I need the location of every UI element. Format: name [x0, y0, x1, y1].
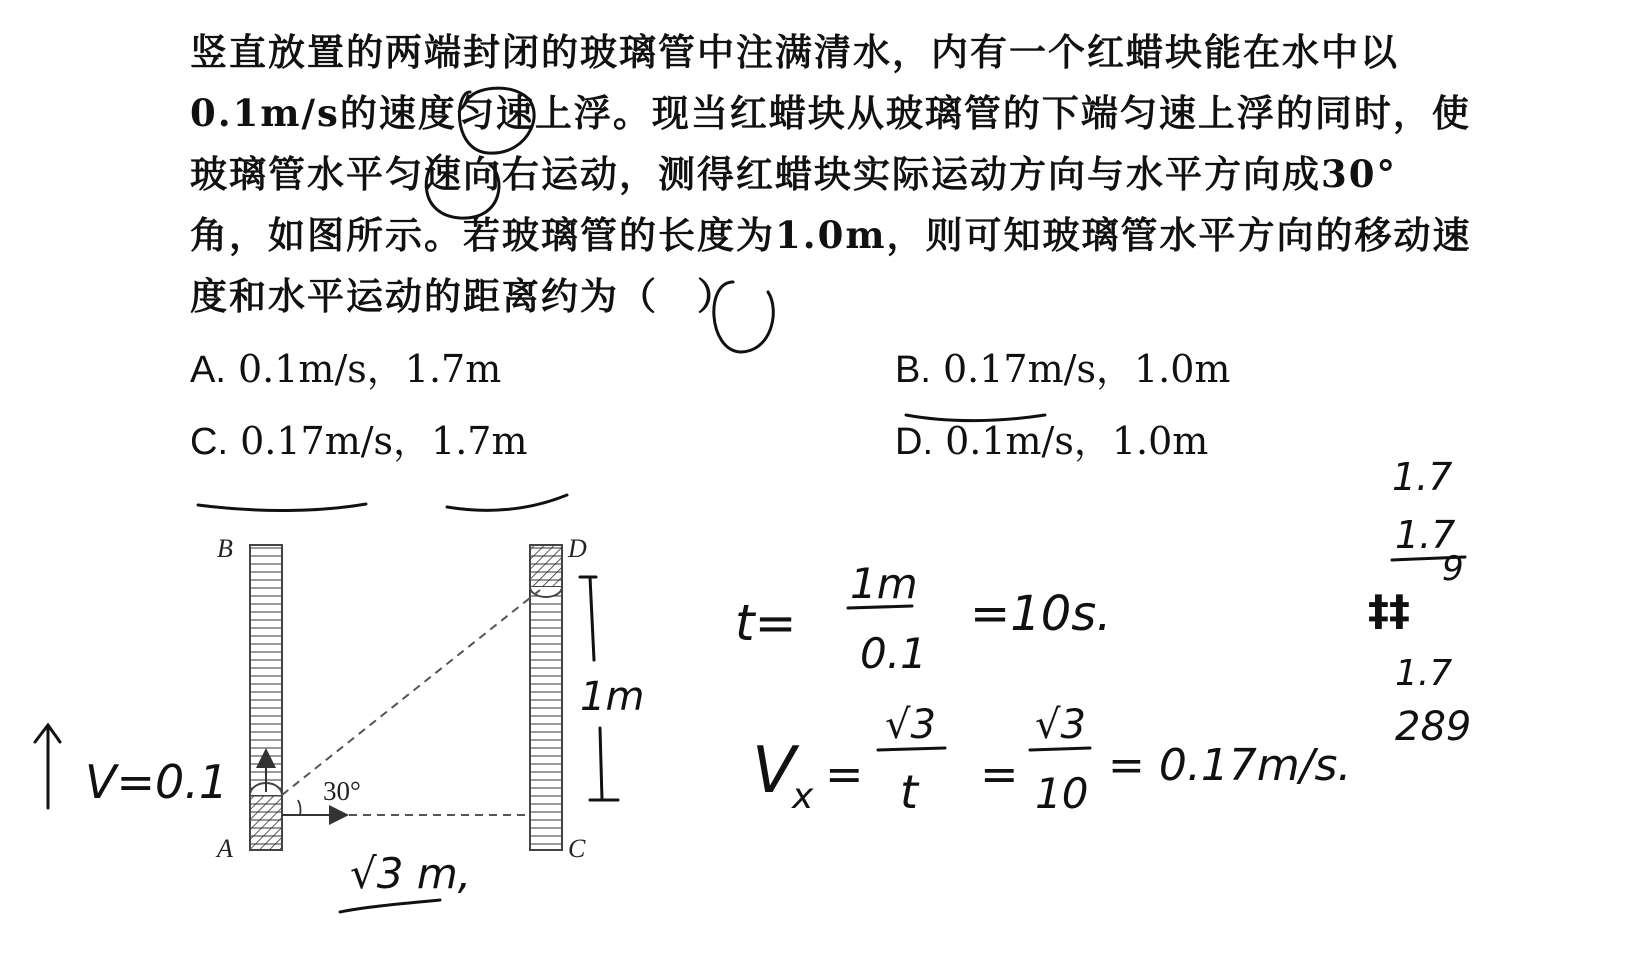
- question-line-3: 玻璃管水平匀速向右运动，测得红蜡块实际运动方向与水平方向成30°: [190, 152, 1397, 196]
- option-a-letter: A.: [190, 349, 226, 391]
- question-line-4: 角，如图所示。若玻璃管的长度为1.0m，则可知玻璃管水平方向的移动速: [190, 213, 1472, 257]
- option-c-text: 0.17m/s，1.7m: [240, 419, 528, 463]
- eq-v-num1: √3: [885, 702, 936, 748]
- fraction-bar-v1: [878, 748, 945, 750]
- eq-time-rhs: =10s.: [970, 586, 1112, 642]
- tube-right: [530, 545, 562, 850]
- underline-option-b: [906, 415, 1045, 421]
- option-d-text: 0.1m/s，1.0m: [945, 419, 1209, 463]
- diagonal-path-line: [282, 590, 540, 795]
- eq-v-den1: t: [900, 765, 919, 819]
- scratch-4: 1.7: [1395, 653, 1453, 694]
- underline-distance-note: [340, 900, 440, 912]
- eq-v-den2: 10: [1035, 769, 1089, 818]
- question-line-1: 竖直放置的两端封闭的玻璃管中注满清水，内有一个红蜡块能在水中以: [190, 30, 1399, 74]
- circle-mark-2: [426, 155, 499, 218]
- angle-arc: [298, 800, 301, 815]
- eq-v-lhs: V: [752, 734, 796, 808]
- eq-time-num: 1m: [850, 559, 918, 608]
- underline-option-c-speed: [198, 504, 366, 511]
- eq-v-eq2: =: [980, 747, 1019, 801]
- circle-mark-1: [459, 88, 534, 153]
- option-d-letter: D.: [895, 421, 933, 463]
- label-c: C: [568, 834, 586, 863]
- label-d: D: [568, 534, 587, 563]
- eq-time-lhs: t=: [735, 594, 797, 652]
- scratch-2: 1.7: [1395, 513, 1456, 557]
- eq-v-num2: √3: [1035, 702, 1086, 748]
- question-line-2: 0.1m/s的速度匀速上浮。现当红蜡块从玻璃管的下端匀速上浮的同时，使: [190, 91, 1471, 135]
- length-note: 1m: [580, 674, 645, 720]
- tube-left: [250, 545, 282, 850]
- option-a-text: 0.1m/s，1.7m: [238, 347, 502, 391]
- question-line-5: 度和水平运动的距离约为（ ）: [190, 274, 736, 318]
- scratch-1: 1.7: [1392, 455, 1453, 499]
- velocity-note: V=0.1: [85, 755, 229, 809]
- velocity-up-arrow: [35, 725, 60, 808]
- option-b-letter: B.: [895, 349, 931, 391]
- eq-v-sub: x: [792, 776, 814, 817]
- eq-v-eq: =: [825, 747, 864, 801]
- underline-option-c-distance: [447, 495, 567, 510]
- option-c-letter: C.: [190, 421, 228, 463]
- fraction-bar-v2: [1030, 748, 1090, 750]
- scratch-5: 289: [1395, 704, 1472, 750]
- angle-label: 30°: [323, 776, 361, 806]
- distance-note: √3 m,: [350, 849, 472, 898]
- label-b: B: [217, 534, 233, 563]
- eq-time-den: 0.1: [860, 629, 927, 678]
- scratch-3: 9: [1442, 549, 1464, 589]
- scratch-crossed-out: ‡‡: [1368, 586, 1410, 635]
- eq-v-rhs: = 0.17m/s.: [1108, 740, 1352, 791]
- option-b-text: 0.17m/s，1.0m: [943, 347, 1231, 391]
- circle-mark-3: [714, 282, 773, 352]
- label-a: A: [217, 834, 233, 863]
